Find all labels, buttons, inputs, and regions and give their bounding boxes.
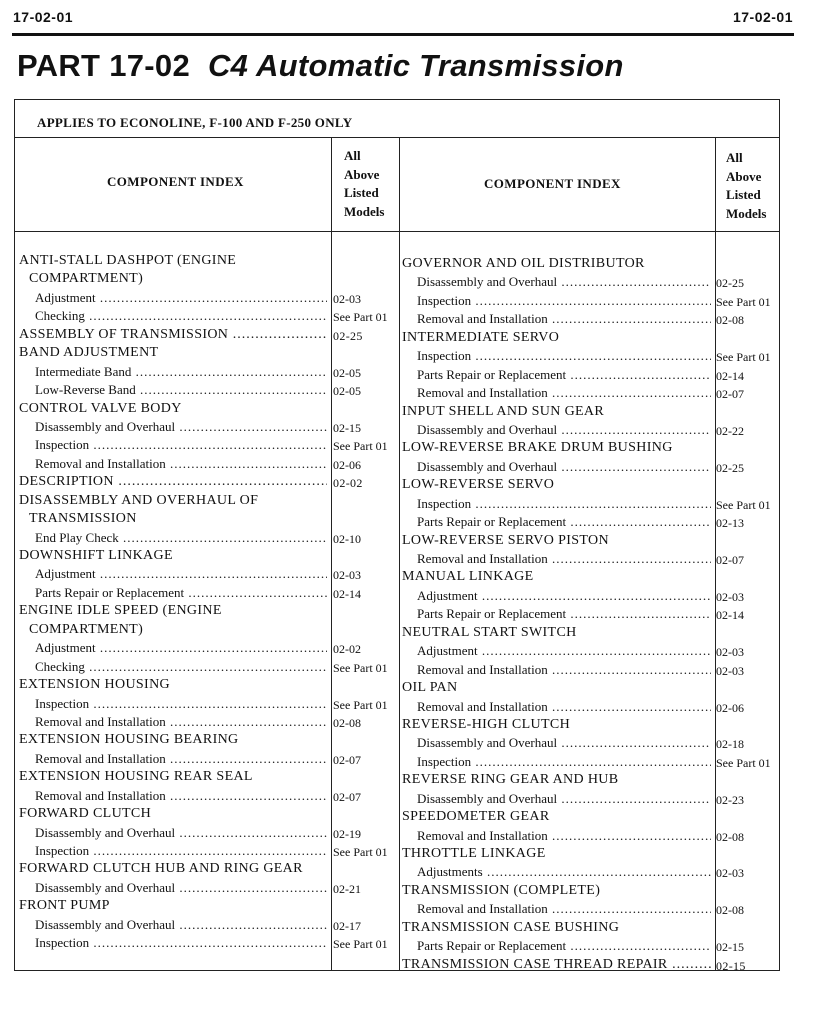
right-index-column xyxy=(402,255,780,974)
index-entry xyxy=(19,381,395,399)
index-entry-page-ref: 02-10 xyxy=(333,531,361,546)
index-entry-label: EXTENSION HOUSING REAR SEAL xyxy=(19,769,253,785)
header-section-code-left: 17-02-01 xyxy=(13,9,74,25)
index-entry-page-ref: 02-13 xyxy=(716,516,744,531)
index-entry-label: OIL PAN xyxy=(402,680,458,696)
index-entry xyxy=(402,698,780,716)
index-entry-label: INPUT SHELL AND SUN GEAR xyxy=(402,403,605,419)
index-entry-label: Inspection ..... xyxy=(417,347,711,365)
index-entry-page-ref: 02-23 xyxy=(716,792,744,807)
index-entry-label: Removal and Installation ..... xyxy=(35,750,327,768)
index-entry xyxy=(19,289,395,307)
models-header-line: All xyxy=(726,150,743,165)
index-entry-page-ref: 02-15 xyxy=(716,940,744,955)
models-header-line: Above xyxy=(726,168,762,184)
index-entry xyxy=(402,863,780,881)
index-entry xyxy=(402,624,780,642)
component-index-table xyxy=(14,99,780,971)
index-entry-label: Removal and Installation ..... xyxy=(35,455,327,473)
index-entry-label: REVERSE-HIGH CLUTCH xyxy=(402,716,571,732)
models-header-line: All xyxy=(344,148,361,163)
index-entry xyxy=(402,292,780,310)
index-entry-label: Removal and Installation ..... xyxy=(417,661,711,679)
index-entry-label: Inspection ..... xyxy=(417,292,711,310)
index-entry-label: Disassembly and Overhaul ..... xyxy=(35,879,327,897)
index-entry-page-ref: 02-03 xyxy=(716,866,744,881)
index-entry-label: Removal and Installation ..... xyxy=(417,310,711,328)
index-entry-page-ref: 02-07 xyxy=(333,752,361,767)
index-entry-page-ref: See Part 01 xyxy=(333,660,388,675)
part-title: C4 Automatic Transmission xyxy=(208,48,624,83)
index-entry-label: Disassembly and Overhaul ..... xyxy=(35,418,327,436)
index-entry-label: EXTENSION HOUSING xyxy=(19,677,170,693)
index-entry xyxy=(402,605,780,623)
index-entry-label: Removal and Installation ..... xyxy=(417,698,711,716)
index-entry xyxy=(19,879,395,897)
index-entry xyxy=(402,347,780,365)
index-entry xyxy=(402,458,780,476)
index-entry-label: Inspection ..... xyxy=(35,436,327,454)
index-entry-label: CONTROL VALVE BODY xyxy=(19,400,182,416)
index-entry-page-ref: 02-03 xyxy=(716,589,744,604)
index-entry xyxy=(19,695,395,713)
index-entry xyxy=(402,587,780,605)
index-entry xyxy=(402,255,780,273)
index-entry xyxy=(402,734,780,752)
index-entry-label: Removal and Installation ..... xyxy=(417,550,711,568)
index-entry-label: COMPARTMENT) xyxy=(29,271,144,287)
index-entry xyxy=(19,713,395,731)
index-entry-page-ref: 02-05 xyxy=(333,365,361,380)
index-entry xyxy=(19,584,395,602)
index-entry-page-ref: 02-19 xyxy=(333,826,361,841)
index-entry-page-ref: 02-02 xyxy=(333,476,363,491)
index-entry-label: Inspection ..... xyxy=(35,842,327,860)
index-entry-page-ref: 02-06 xyxy=(716,700,744,715)
index-entry-label: Parts Repair or Replacement ..... xyxy=(417,605,711,623)
models-header-left xyxy=(344,147,384,221)
index-entry-label: TRANSMISSION CASE THREAD REPAIR ..... xyxy=(402,956,711,974)
index-entry xyxy=(19,344,395,362)
index-entry xyxy=(19,731,395,749)
index-entry-label: FORWARD CLUTCH xyxy=(19,806,152,822)
index-entry-label: Adjustment ..... xyxy=(35,289,327,307)
index-entry-page-ref: 02-07 xyxy=(716,387,744,402)
index-entry-label: LOW-REVERSE BRAKE DRUM BUSHING xyxy=(402,440,673,456)
index-entry xyxy=(402,550,780,568)
index-entry-label: THROTTLE LINKAGE xyxy=(402,846,546,861)
index-entry-label: MANUAL LINKAGE xyxy=(402,569,534,585)
index-entry xyxy=(19,252,395,270)
index-entry-label: SPEEDOMETER GEAR xyxy=(402,809,550,825)
index-entry-label: ENGINE IDLE SPEED (ENGINE xyxy=(19,603,222,619)
index-entry xyxy=(402,642,780,660)
index-entry-page-ref: 02-14 xyxy=(333,586,361,601)
index-entry xyxy=(19,455,395,473)
index-entry-page-ref: 02-03 xyxy=(333,291,361,306)
index-entry-page-ref: 02-05 xyxy=(333,384,361,399)
index-entry xyxy=(19,400,395,418)
index-entry-label: LOW-REVERSE SERVO xyxy=(402,477,555,493)
index-entry-label: Removal and Installation ..... xyxy=(417,384,711,402)
index-entry-label: GOVERNOR AND OIL DISTRIBUTOR xyxy=(402,256,645,271)
index-entry xyxy=(402,716,780,734)
index-entry-page-ref: See Part 01 xyxy=(333,697,388,712)
index-entry xyxy=(19,270,395,288)
page-title xyxy=(17,48,624,84)
index-entry xyxy=(19,805,395,823)
index-entry xyxy=(19,565,395,583)
index-entry xyxy=(402,476,780,494)
index-entry-page-ref: 02-03 xyxy=(716,663,744,678)
index-entry-label: EXTENSION HOUSING BEARING xyxy=(19,732,239,748)
index-entry xyxy=(19,473,395,491)
index-entry-page-ref: 02-02 xyxy=(333,642,361,657)
index-entry-label: Removal and Installation ..... xyxy=(417,827,711,845)
index-entry xyxy=(19,768,395,786)
index-entry-label: TRANSMISSION xyxy=(29,511,137,527)
index-entry xyxy=(19,418,395,436)
index-entry-page-ref: See Part 01 xyxy=(716,350,771,365)
index-entry xyxy=(402,753,780,771)
header-rule xyxy=(12,33,794,36)
index-entry-page-ref: See Part 01 xyxy=(333,845,388,859)
index-entry-page-ref: 02-07 xyxy=(716,553,744,567)
index-entry xyxy=(402,882,780,900)
models-header-line: Listed xyxy=(726,187,761,202)
index-entry-page-ref: 02-15 xyxy=(333,420,361,435)
index-entry xyxy=(19,639,395,657)
index-entry-page-ref: 02-06 xyxy=(333,457,361,472)
index-entry xyxy=(19,842,395,860)
index-entry-label: DOWNSHIFT LINKAGE xyxy=(19,548,173,563)
index-entry xyxy=(19,363,395,381)
index-entry-label: FRONT PUMP xyxy=(19,898,110,914)
index-entry-label: Parts Repair or Replacement ..... xyxy=(417,366,711,384)
models-header-line: Models xyxy=(344,203,385,219)
index-entry-label: DESCRIPTION ..... xyxy=(19,473,327,491)
index-entry-page-ref: 02-07 xyxy=(333,789,361,804)
index-entry xyxy=(19,602,395,620)
index-entry-page-ref: See Part 01 xyxy=(333,439,388,454)
table-divider-top xyxy=(15,137,779,138)
index-entry-label: Disassembly and Overhaul ..... xyxy=(35,916,327,934)
index-entry-label: ASSEMBLY OF TRANSMISSION ..... xyxy=(19,326,327,344)
index-entry xyxy=(402,439,780,457)
index-entry xyxy=(402,310,780,328)
index-entry-page-ref: 02-17 xyxy=(333,918,361,933)
index-entry-label: Disassembly and Overhaul ..... xyxy=(417,790,711,808)
index-entry-label: ANTI-STALL DASHPOT (ENGINE xyxy=(19,253,237,268)
index-entry xyxy=(19,750,395,768)
component-index-header-right: COMPONENT INDEX xyxy=(484,176,621,191)
index-entry-label: INTERMEDIATE SERVO xyxy=(402,329,560,345)
index-entry xyxy=(402,495,780,513)
index-entry xyxy=(402,384,780,402)
index-entry-label: NEUTRAL START SWITCH xyxy=(402,624,577,640)
index-entry-label: FORWARD CLUTCH HUB AND RING GEAR xyxy=(19,861,303,877)
index-entry-label: Disassembly and Overhaul ..... xyxy=(35,824,327,842)
index-entry-page-ref: 02-08 xyxy=(716,313,744,328)
index-entry-label: DISASSEMBLY AND OVERHAUL OF xyxy=(19,492,259,508)
index-entry xyxy=(19,510,395,528)
index-entry xyxy=(402,808,780,826)
index-entry xyxy=(402,513,780,531)
index-entry xyxy=(402,679,780,697)
index-entry-label: LOW-REVERSE SERVO PISTON xyxy=(402,532,609,548)
index-entry-label: Low-Reverse Band ..... xyxy=(35,381,327,399)
index-entry-label: Adjustments ..... xyxy=(417,863,711,881)
index-entry xyxy=(19,824,395,842)
index-entry-label: Adjustment ..... xyxy=(35,565,327,583)
index-entry-page-ref: 02-21 xyxy=(333,881,361,896)
models-header-line: Listed xyxy=(344,185,379,200)
index-entry xyxy=(402,532,780,550)
index-entry-label: Removal and Installation ..... xyxy=(35,787,327,805)
index-entry-label: Adjustment ..... xyxy=(35,639,327,657)
index-entry-page-ref: See Part 01 xyxy=(333,310,388,325)
index-entry xyxy=(402,421,780,439)
models-header-line: Above xyxy=(344,166,380,182)
index-entry-page-ref: 02-25 xyxy=(716,460,744,475)
index-entry-page-ref: See Part 01 xyxy=(716,294,771,309)
index-entry-label: Inspection ..... xyxy=(417,753,711,771)
index-entry-page-ref: 02-22 xyxy=(716,423,744,438)
index-entry-page-ref: 02-14 xyxy=(716,608,744,623)
index-entry xyxy=(19,547,395,565)
index-entry-page-ref: 02-08 xyxy=(333,715,361,730)
component-index-header-left: COMPONENT INDEX xyxy=(107,174,244,189)
index-entry xyxy=(19,860,395,878)
index-entry xyxy=(19,492,395,510)
index-entry xyxy=(402,919,780,937)
index-entry xyxy=(402,366,780,384)
index-entry-label: TRANSMISSION CASE BUSHING xyxy=(402,919,620,935)
index-entry-label: Parts Repair or Replacement ..... xyxy=(417,513,711,531)
index-entry-label: Parts Repair or Replacement ..... xyxy=(35,584,327,602)
index-entry-label: End Play Check ..... xyxy=(35,529,327,547)
index-entry-page-ref: 02-15 xyxy=(716,958,746,973)
index-entry-page-ref: 02-03 xyxy=(716,645,744,660)
index-entry-label: Removal and Installation ..... xyxy=(417,900,711,918)
index-entry-label: Checking ..... xyxy=(35,307,327,325)
index-entry xyxy=(402,329,780,347)
index-entry-label: Inspection ..... xyxy=(35,934,327,952)
part-number: PART 17-02 xyxy=(17,48,190,83)
index-entry-label: Disassembly and Overhaul ..... xyxy=(417,273,711,291)
index-entry-page-ref: 02-18 xyxy=(716,737,744,752)
index-entry-label: Disassembly and Overhaul ..... xyxy=(417,458,711,476)
index-entry-label: Adjustment ..... xyxy=(417,587,711,605)
index-entry xyxy=(402,937,780,955)
index-entry xyxy=(402,273,780,291)
index-entry-page-ref: See Part 01 xyxy=(333,937,388,952)
index-entry xyxy=(19,897,395,915)
index-entry-label: Checking ..... xyxy=(35,658,327,676)
index-entry-label: Intermediate Band ..... xyxy=(35,363,327,381)
index-entry-label: Inspection ..... xyxy=(35,695,327,713)
index-entry-label: Disassembly and Overhaul ..... xyxy=(417,421,711,439)
index-entry xyxy=(402,845,780,863)
index-entry xyxy=(19,326,395,344)
index-entry xyxy=(19,934,395,952)
index-entry xyxy=(402,956,780,974)
index-entry-label: Inspection ..... xyxy=(417,495,711,513)
left-index-column xyxy=(19,252,395,953)
index-entry xyxy=(19,676,395,694)
index-entry-label: Disassembly and Overhaul ..... xyxy=(417,734,711,752)
index-entry xyxy=(19,307,395,325)
index-entry-label: Parts Repair or Replacement ..... xyxy=(417,937,711,955)
index-entry xyxy=(19,529,395,547)
index-entry xyxy=(19,621,395,639)
index-entry-page-ref: 02-03 xyxy=(333,568,361,583)
index-entry-label: TRANSMISSION (COMPLETE) xyxy=(402,882,601,898)
index-entry-label: COMPARTMENT) xyxy=(29,621,144,637)
index-entry xyxy=(19,658,395,676)
index-entry xyxy=(402,403,780,421)
index-entry-page-ref: See Part 01 xyxy=(716,755,771,770)
index-entry-page-ref: 02-25 xyxy=(333,328,363,343)
index-entry-page-ref: 02-08 xyxy=(716,903,744,918)
index-entry-label: Removal and Installation ..... xyxy=(35,713,327,731)
index-entry xyxy=(402,827,780,845)
index-entry-page-ref: See Part 01 xyxy=(716,497,771,512)
models-header-right xyxy=(726,149,766,223)
header-section-code-right: 17-02-01 xyxy=(732,9,793,25)
index-entry-label: BAND ADJUSTMENT xyxy=(19,345,159,361)
index-entry xyxy=(402,900,780,918)
index-entry-page-ref: 02-25 xyxy=(716,276,744,291)
index-entry xyxy=(402,568,780,586)
index-entry xyxy=(19,436,395,454)
index-entry xyxy=(19,787,395,805)
index-entry-page-ref: 02-14 xyxy=(716,368,744,383)
index-entry xyxy=(402,661,780,679)
models-header-line: Models xyxy=(726,205,767,221)
index-entry xyxy=(19,916,395,934)
index-entry-page-ref: 02-08 xyxy=(716,829,744,844)
table-divider-header xyxy=(15,231,779,232)
index-entry xyxy=(402,771,780,789)
index-entry xyxy=(402,790,780,808)
column-divider xyxy=(399,137,400,970)
index-entry-label: REVERSE RING GEAR AND HUB xyxy=(402,772,619,788)
applies-to-note: APPLIES TO ECONOLINE, F-100 AND F-250 ONLY xyxy=(37,115,353,130)
index-entry-label: Adjustment ..... xyxy=(417,642,711,660)
